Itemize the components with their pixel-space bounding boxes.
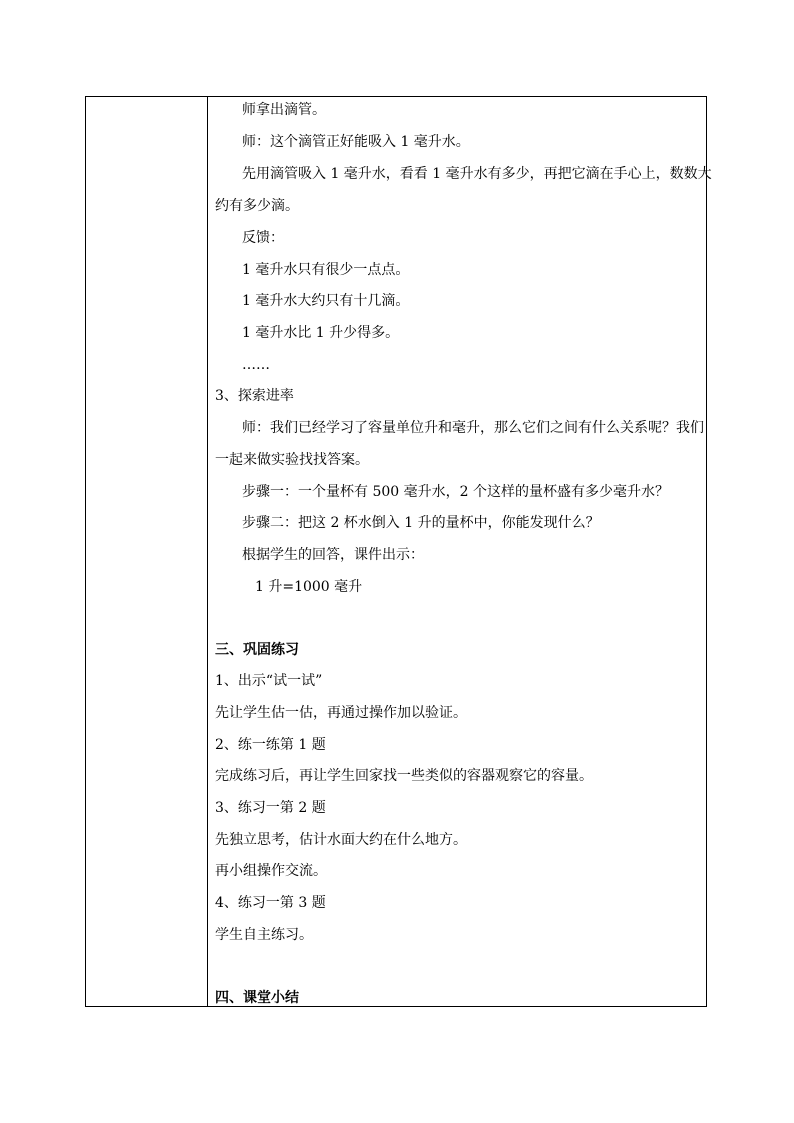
text-line: 师拿出滴管。: [242, 102, 326, 118]
text-line: 1 毫升水大约只有十几滴。: [242, 293, 410, 309]
text-line: 再小组操作交流。: [215, 863, 327, 879]
text-line: 先用滴管吸入 1 毫升水，看看 1 毫升水有多少，再把它滴在手心上，数数大: [242, 166, 712, 182]
text-line: 1、出示“试一试”: [215, 673, 323, 689]
text-line: 1 毫升水只有很少一点点。: [242, 262, 410, 278]
text-line: 完成练习后，再让学生回家找一些类似的容器观察它的容量。: [215, 768, 593, 784]
text-line: 步骤一：一个量杯有 500 毫升水，2 个这样的量杯盛有多少毫升水？: [242, 484, 669, 500]
section-heading: 三、巩固练习: [215, 642, 299, 658]
text-line: 2、练一练第 1 题: [215, 737, 326, 753]
section-heading: 四、课堂小结: [215, 990, 299, 1006]
text-line: 步骤二：把这 2 杯水倒入 1 升的量杯中，你能发现什么？: [242, 515, 600, 531]
text-line: 3、练习一第 2 题: [215, 800, 326, 816]
text-line: 一起来做实验找找答案。: [215, 452, 369, 468]
text-line: 约有多少滴。: [215, 198, 299, 214]
text-line: 1 毫升水比 1 升少得多。: [242, 325, 400, 341]
text-line: 先让学生估一估，再通过操作加以验证。: [215, 705, 467, 721]
text-line: 1 升=1000 毫升: [255, 579, 363, 595]
text-line: 根据学生的回答，课件出示：: [242, 547, 424, 563]
text-line: 师：这个滴管正好能吸入 1 毫升水。: [242, 134, 470, 150]
text-line: 3、探索进率: [215, 388, 294, 404]
lesson-table: [85, 96, 712, 1007]
column-divider: [207, 97, 208, 1006]
text-line: ……: [242, 357, 270, 373]
text-line: 师：我们已经学习了容量单位升和毫升，那么它们之间有什么关系呢？我们: [242, 420, 704, 436]
text-line: 学生自主练习。: [215, 927, 313, 943]
text-line: 先独立思考，估计水面大约在什么地方。: [215, 832, 467, 848]
text-line: 反馈：: [242, 230, 284, 246]
text-line: 4、练习一第 3 题: [215, 895, 326, 911]
